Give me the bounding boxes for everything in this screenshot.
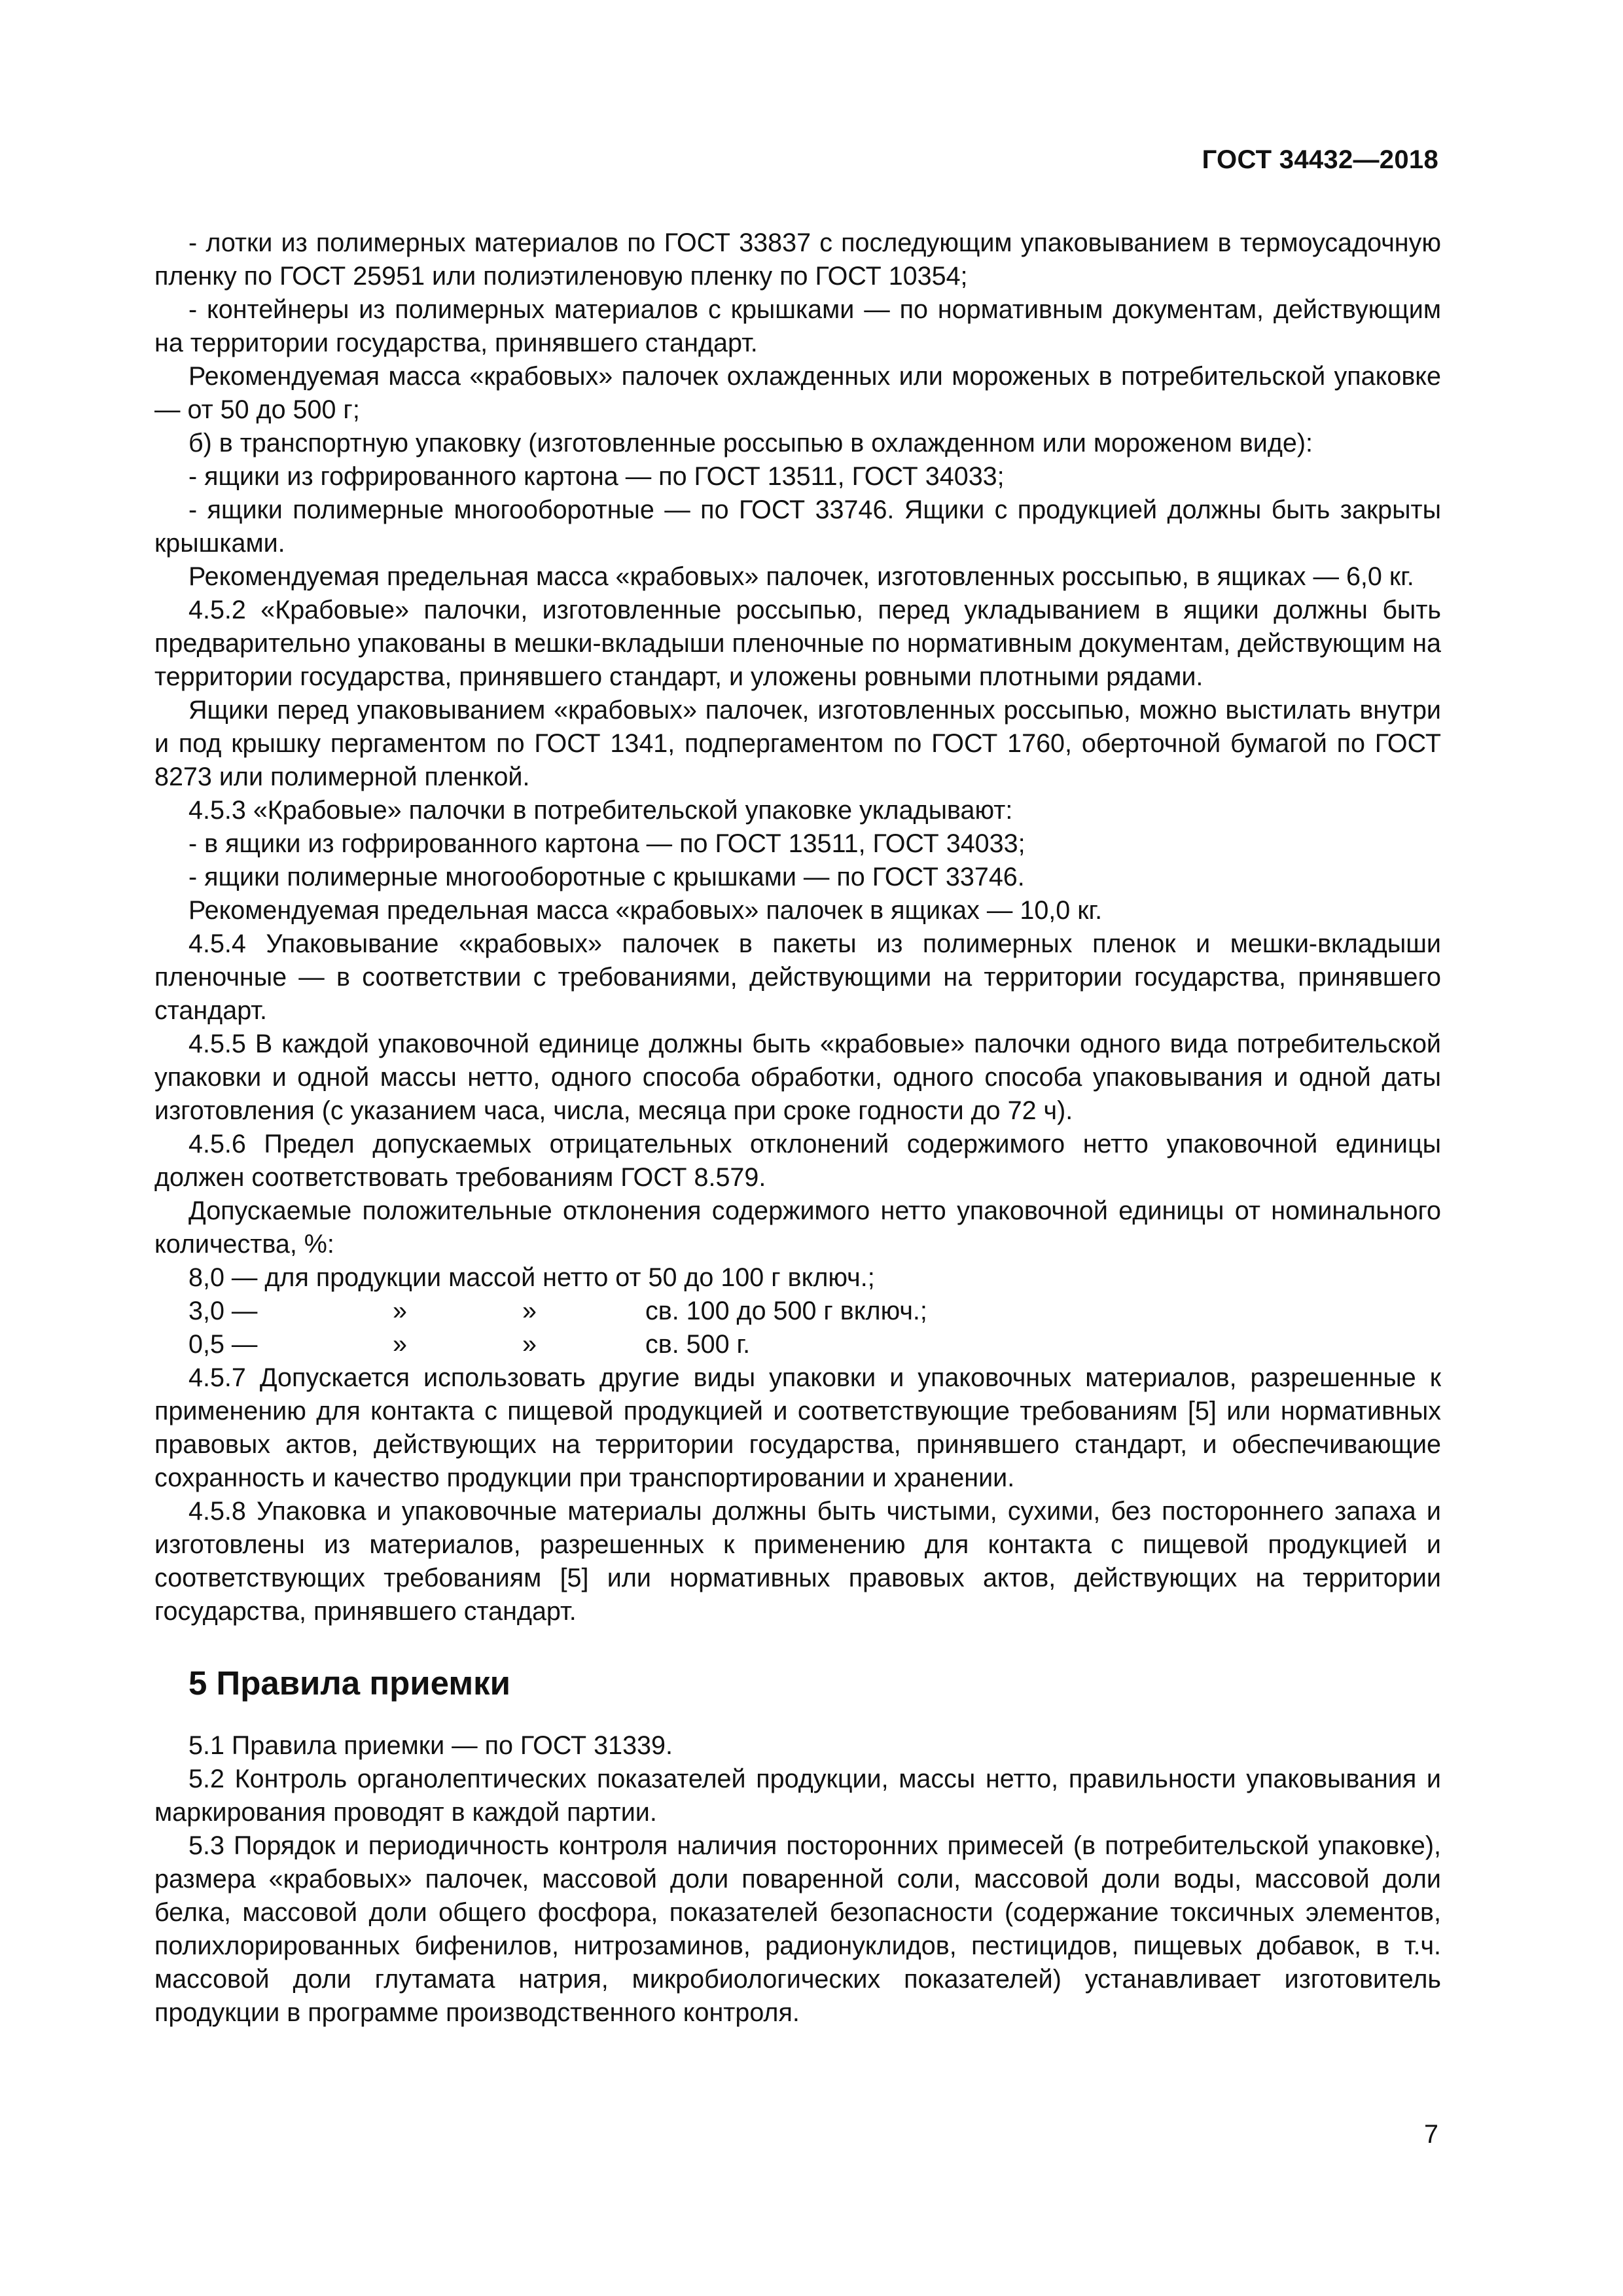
clause-5-1: 5.1 Правила приемки — по ГОСТ 31339. <box>188 1731 673 1760</box>
paragraph-consumer-mass: Рекомендуемая масса «крабовых» палочек охлажденных или мороженых в потребительской упаковке — от 50 до 500 г; <box>154 362 1441 424</box>
clause-4-5-6: 4.5.6 Предел допускаемых отрицательных отклонений содержимого нетто упаковочной единицы должен соответствовать требованиям ГОСТ 8.579. <box>154 1130 1441 1192</box>
clause-4-5-7: 4.5.7 Допускается использовать другие виды упаковки и упаковочных материалов, разрешенные к применению для контакта с пищевой продукцией и соответствующие требованиям [5] или нормативных правовых актов, действующих на территории государства, принявшего стандарт, и обеспечивающие сохранность и качество продукции при транспортировании и хранении. <box>154 1363 1441 1492</box>
ditto-mark: » <box>522 1297 537 1325</box>
clause-5-3: 5.3 Порядок и периодичность контроля наличия посторонних примесей (в потребительской упаковке), размера «крабовых» палочек, массовой доли поваренной соли, массовой доли воды, массовой доли белка, массовой доли общего фосфора, показателей безопасности (содержание токсичных элементов, полихлорированных бифенилов, нитрозаминов, радионуклидов, пестицидов, пищевых добавок, в т.ч. массовой доли глутамата натрия, микробиологических показателей) устанавливает изготовитель продукции в программе производственного контроля. <box>154 1831 1441 2027</box>
tolerance-range: св. 100 до 500 г включ.; <box>645 1297 927 1325</box>
document-header: ГОСТ 34432—2018 <box>1202 145 1438 174</box>
section-title: 5 Правила приемки <box>188 1664 510 1702</box>
ditto-mark: » <box>522 1330 537 1359</box>
paragraph-trays: - лотки из полимерных материалов по ГОСТ 33837 с последующим упаковыванием в термоусадочную пленку по ГОСТ 25951 или полиэтиленовую пленку по ГОСТ 10354; <box>154 228 1441 291</box>
paragraph-bulk-mass: Рекомендуемая предельная масса «крабовых» палочек, изготовленных россыпью, в ящиках — 6,0 кг. <box>188 562 1414 591</box>
paragraph-cardboard-boxes: - ящики из гофрированного картона — по ГОСТ 13511, ГОСТ 34033; <box>188 462 1005 491</box>
clause-4-5-4: 4.5.4 Упаковывание «крабовых» палочек в пакеты из полимерных пленок и мешки-вкладыши пленочные — в соответствии с требованиями, действующими на территории государства, принявшего стандарт. <box>154 929 1441 1025</box>
ditto-mark: » <box>393 1297 407 1325</box>
paragraph-box-mass: Рекомендуемая предельная масса «крабовых» палочек в ящиках — 10,0 кг. <box>188 896 1103 925</box>
clause-4-5-3: 4.5.3 «Крабовые» палочки в потребительской упаковке укладывают: <box>188 796 1013 825</box>
clause-4-5-5: 4.5.5 В каждой упаковочной единице должны быть «крабовые» палочки одного вида потребительской упаковки и одной массы нетто, одного способа обработки, одного способа упаковывания и одной даты изготовления (с указанием часа, числа, месяца при сроке годности до 72 ч). <box>154 1030 1441 1125</box>
paragraph-polymer-boxes: - ящики полимерные многооборотные — по ГОСТ 33746. Ящики с продукцией должны быть закрыты крышками. <box>154 495 1441 558</box>
tolerance-line-3 <box>154 1328 1441 1361</box>
paragraph-containers: - контейнеры из полимерных материалов с крышками — по нормативным документам, действующим на территории государства, принявшего стандарт. <box>154 295 1441 357</box>
tolerance-value: 0,5 — <box>188 1330 258 1359</box>
paragraph-polymer-boxes-2: - ящики полимерные многооборотные с крышками — по ГОСТ 33746. <box>188 863 1025 891</box>
tolerance-line-2 <box>154 1295 1441 1328</box>
paragraph-cardboard-boxes-2: - в ящики из гофрированного картона — по ГОСТ 13511, ГОСТ 34033; <box>188 829 1026 858</box>
tolerance-value: 3,0 — <box>188 1297 258 1325</box>
ditto-mark: » <box>393 1330 407 1359</box>
page-number: 7 <box>1424 2120 1438 2149</box>
clause-4-5-2: 4.5.2 «Крабовые» палочки, изготовленные россыпью, перед укладыванием в ящики должны быть предварительно упакованы в мешки-вкладыши пленочные по нормативным документам, действующим на территории государства, принявшего стандарт, и уложены ровными плотными рядами. <box>154 596 1441 691</box>
paragraph-box-lining: Ящики перед упаковыванием «крабовых» палочек, изготовленных россыпью, можно выстилать внутри и под крышку пергаментом по ГОСТ 1341, подпергаментом по ГОСТ 1760, оберточной бумагой по ГОСТ 8273 или полимерной пленкой. <box>154 696 1441 791</box>
tolerance-line-1: 8,0 — для продукции массой нетто от 50 до 100 г включ.; <box>188 1263 875 1292</box>
clause-4-5-8: 4.5.8 Упаковка и упаковочные материалы должны быть чистыми, сухими, без постороннего запаха и изготовлены из материалов, разрешенных к применению для контакта с пищевой продукцией и соответствующих требованиям [5] или нормативных правовых актов, действующих на территории государства, принявшего стандарт. <box>154 1497 1441 1626</box>
document-body <box>154 226 1441 2030</box>
tolerance-range: св. 500 г. <box>645 1330 751 1359</box>
paragraph-positive-deviations: Допускаемые положительные отклонения содержимого нетто упаковочной единицы от номинального количества, %: <box>154 1196 1441 1259</box>
clause-5-2: 5.2 Контроль органолептических показателей продукции, массы нетто, правильности упаковывания и маркирования проводят в каждой партии. <box>154 1765 1441 1827</box>
paragraph-transport-packaging: б) в транспортную упаковку (изготовленные россыпью в охлажденном или мороженом виде): <box>188 429 1313 457</box>
